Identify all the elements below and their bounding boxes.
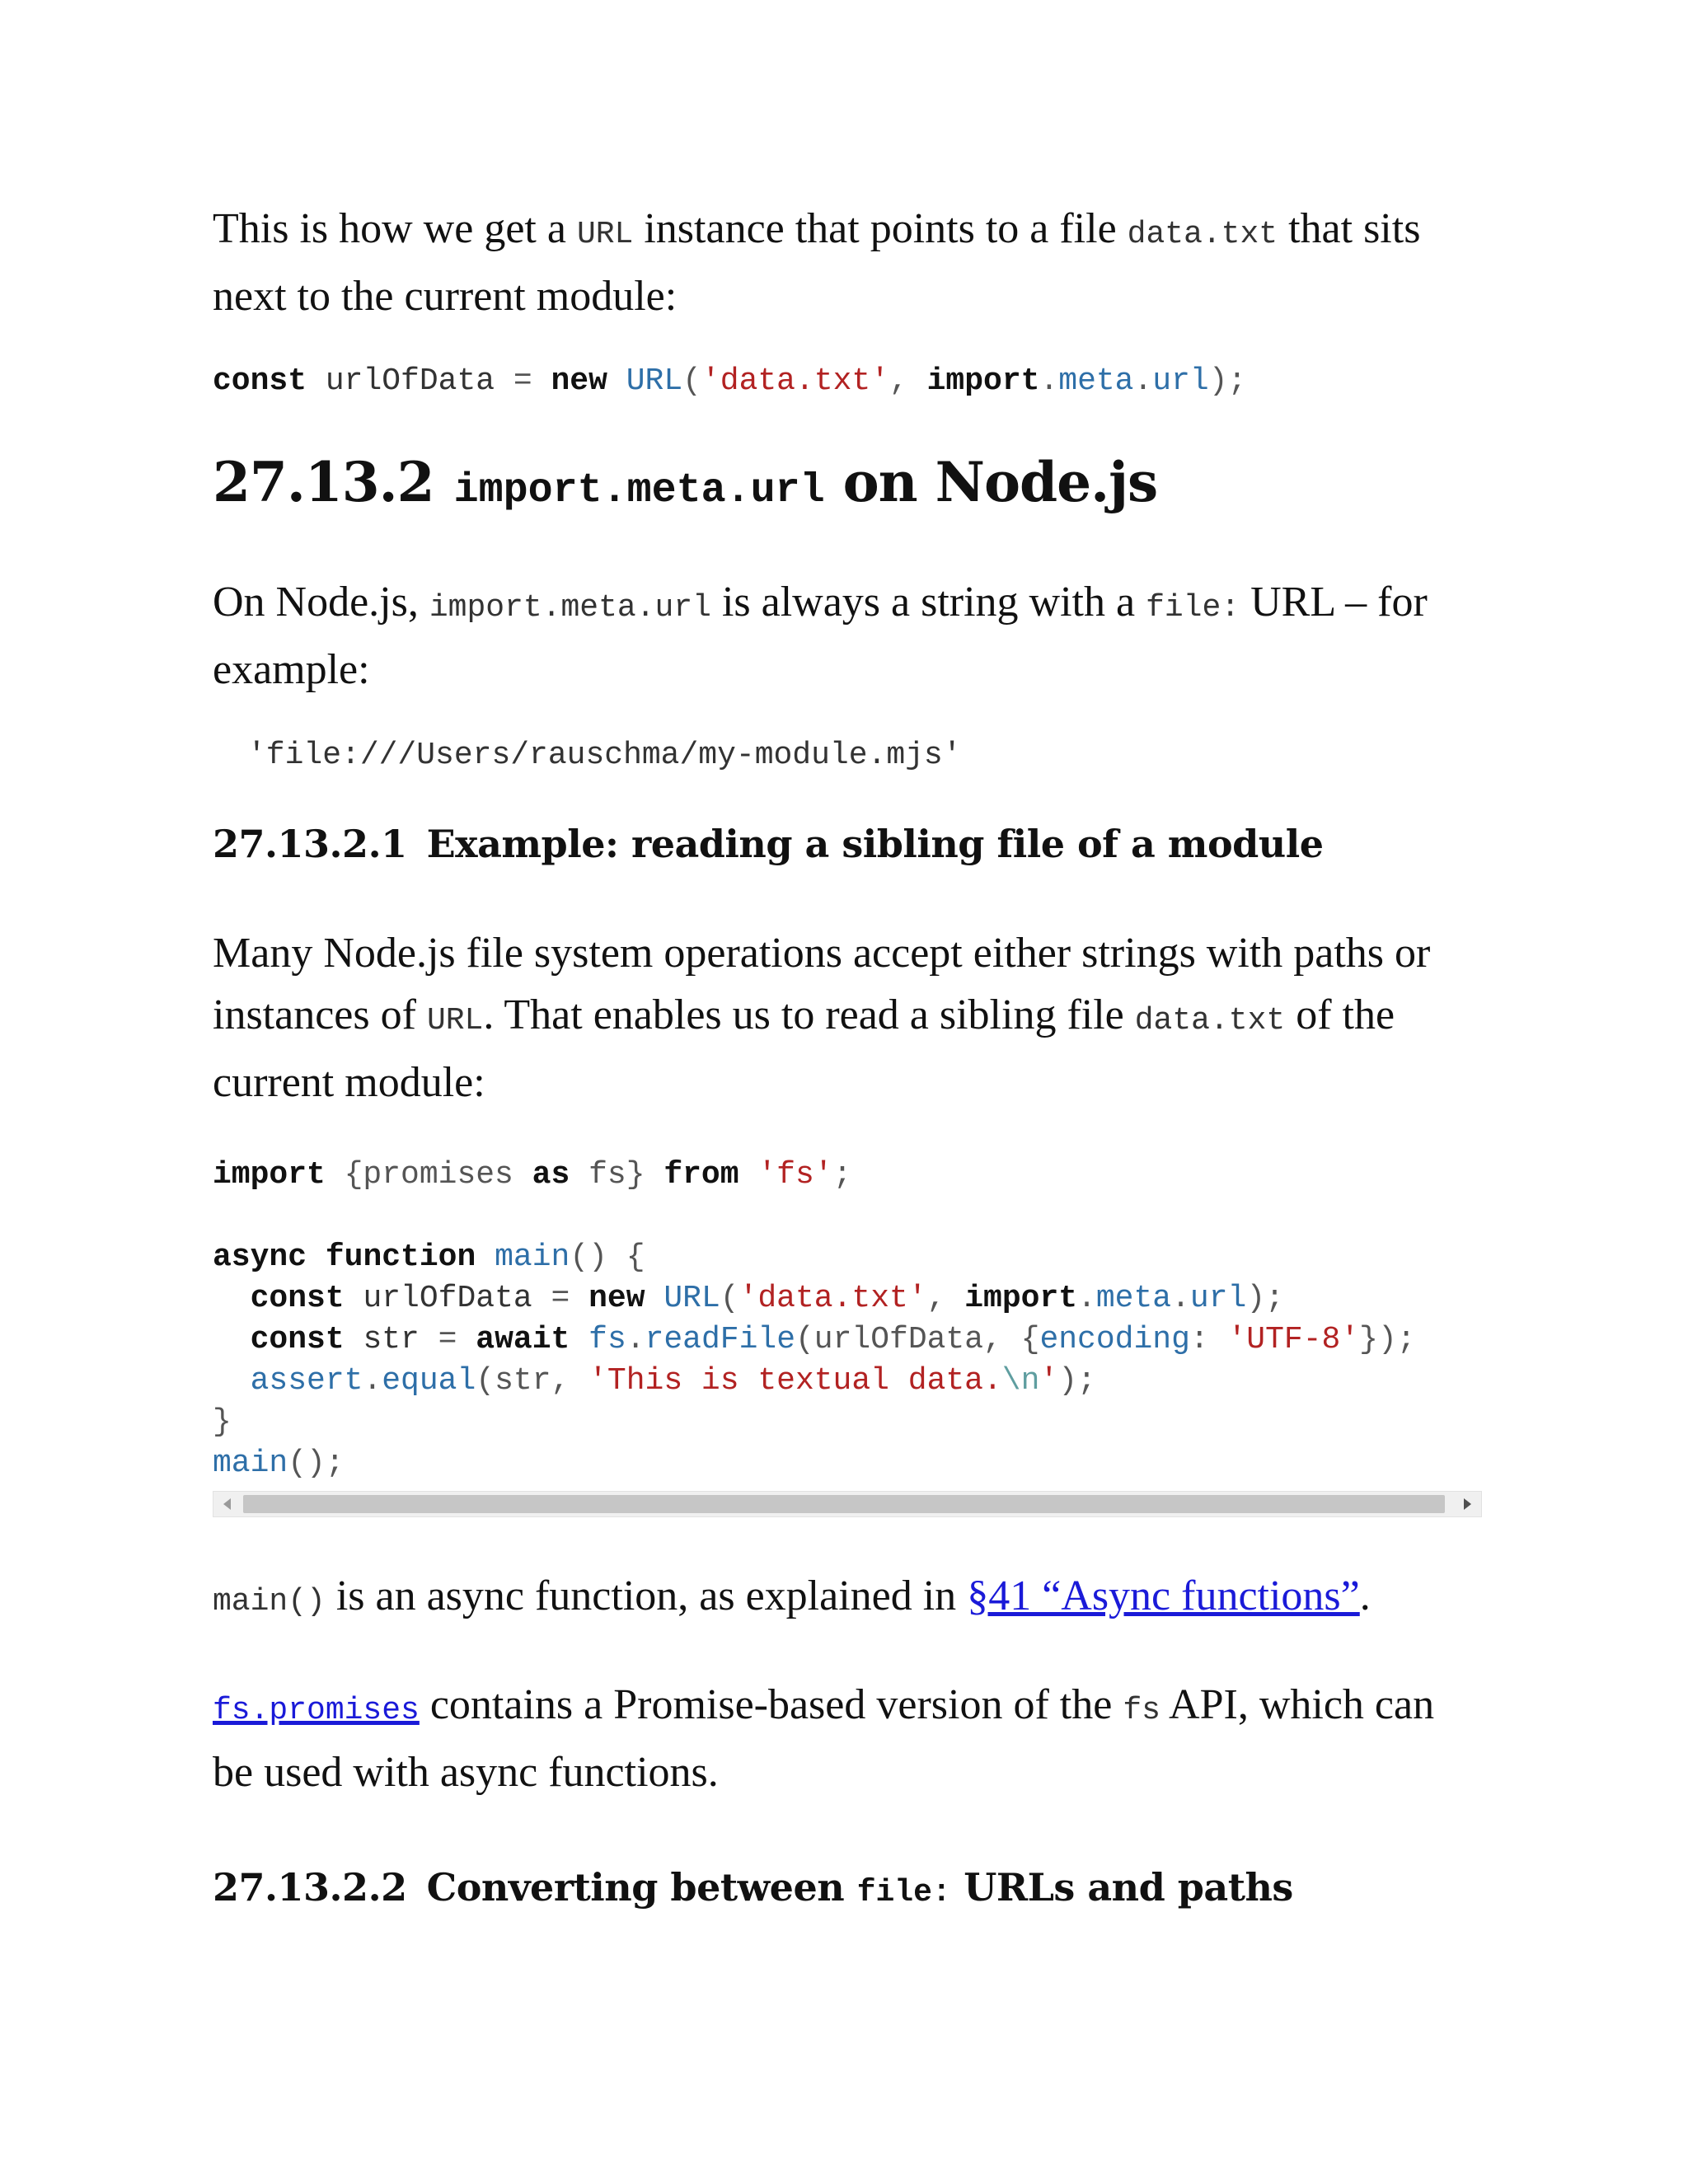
code-punct: = (513, 363, 532, 399)
code-function-name: readFile (645, 1322, 795, 1357)
sibling-file-paragraph (213, 922, 1482, 1113)
code-keyword: from (663, 1157, 739, 1193)
heading-code: file: (856, 1875, 951, 1910)
code-punct: . (1077, 1281, 1096, 1316)
heading-text: on Node.js (824, 450, 1158, 514)
heading-number: 27.13.2 (213, 450, 434, 514)
code-punct: = (551, 1281, 570, 1316)
code-keyword: as (532, 1157, 570, 1193)
code-string: ' (1039, 1363, 1059, 1399)
code-function-name: main (495, 1240, 570, 1275)
intro-text-2: instance that points to a file (633, 205, 1128, 252)
code-escape: \n (1001, 1363, 1040, 1399)
inline-code-file: file: (1146, 590, 1240, 626)
section-heading-27-13-2-1 (213, 818, 1482, 870)
section-heading-27-13-2 (213, 445, 1482, 528)
code-keyword: async (213, 1240, 307, 1275)
code-punct: , (889, 363, 927, 399)
code-punct: ); (1246, 1281, 1284, 1316)
code-function-name: equal (382, 1363, 476, 1399)
code-keyword: function (325, 1240, 476, 1275)
inline-code-fs: fs (1123, 1693, 1160, 1728)
inline-code-data-txt: data.txt (1134, 1003, 1286, 1038)
fs-promises-link-code[interactable]: fs.promises (213, 1693, 420, 1728)
code-punct: }); (1359, 1322, 1416, 1357)
code-block-2 (213, 735, 1482, 776)
code-punct: ( (720, 1281, 739, 1316)
code-punct: ; (832, 1157, 852, 1193)
code-text: str (344, 1322, 438, 1357)
code-punct: (); (288, 1446, 345, 1481)
code-property: url (1189, 1281, 1247, 1316)
async-main-paragraph (213, 1565, 1482, 1633)
code-punct: : (1189, 1322, 1228, 1357)
code-punct: . (626, 1322, 645, 1357)
code-string: 'data.txt' (738, 1281, 927, 1316)
code-function-name: main (213, 1446, 288, 1481)
para-text-2: is always a string with a (710, 579, 1146, 626)
heading-text: Example: reading a sibling file of a module (426, 822, 1324, 866)
inline-code-data-txt: data.txt (1127, 217, 1278, 252)
page-content (213, 198, 1482, 1919)
code-punct: . (1039, 363, 1059, 399)
code-punct: () { (570, 1240, 645, 1275)
code-keyword: const (250, 1322, 345, 1357)
code-keyword: await (476, 1322, 570, 1357)
code-class: URL (663, 1281, 720, 1316)
para-text-1: Many Node.js file system operations accept either strings with paths or instances of (213, 930, 1431, 1038)
code-property: meta (1058, 363, 1134, 399)
code-punct: . (1171, 1281, 1190, 1316)
code-identifier: assert (250, 1363, 363, 1399)
code-text: (urlOfData, { (795, 1322, 1040, 1357)
async-functions-link[interactable]: §41 “Async functions” (967, 1572, 1360, 1619)
code-punct: ); (1058, 1363, 1096, 1399)
code-block-3 (213, 1155, 1482, 1484)
para-text-1: contains a Promise-based version of the (419, 1681, 1123, 1728)
inline-code-main: main() (213, 1584, 326, 1619)
para-text-1: is an async function, as explained in (325, 1572, 968, 1619)
code-string: 'fs' (757, 1157, 833, 1193)
code-class: URL (626, 363, 683, 399)
code-property: meta (1095, 1281, 1172, 1316)
code-keyword: new (551, 363, 607, 399)
heading-number: 27.13.2.1 (213, 822, 407, 866)
fs-promises-link[interactable] (213, 1683, 420, 1732)
code-keyword: import (926, 363, 1040, 399)
nodejs-paragraph (213, 571, 1449, 701)
code-text: urlOfData (344, 1281, 551, 1316)
code-text: urlOfData (307, 363, 513, 399)
intro-text-1: This is how we get a (213, 205, 577, 252)
code-string: 'This is textual data. (588, 1363, 1002, 1399)
code-string: 'data.txt' (701, 363, 890, 399)
code-block-1 (213, 361, 1482, 402)
code-punct: . (1133, 363, 1153, 399)
code-punct: } (213, 1404, 232, 1440)
heading-number: 27.13.2.2 (213, 1865, 407, 1910)
fs-promises-paragraph (213, 1674, 1482, 1803)
code-property: encoding (1039, 1322, 1190, 1357)
para-text-2: API, which can be used with async functions. (213, 1681, 1435, 1796)
para-text-1: On Node.js, (213, 579, 429, 626)
code-property: url (1152, 363, 1209, 399)
code-file-url: 'file:///Users/rauschma/my-module.mjs' (247, 738, 962, 773)
inline-code-url: URL (576, 217, 634, 252)
para-text-2: . That enables us to read a sibling file (483, 991, 1135, 1038)
section-heading-27-13-2-2 (213, 1861, 1482, 1919)
heading-code: import.meta.url (453, 467, 825, 514)
code-keyword: const (250, 1281, 345, 1316)
code-punct: ); (1208, 363, 1247, 399)
code-keyword: const (213, 363, 307, 399)
intro-paragraph (213, 198, 1482, 321)
code-identifier: fs (588, 1322, 626, 1357)
intro-text-3: that sits next to the current module: (213, 205, 1421, 320)
code-horizontal-scrollbar[interactable] (213, 1491, 1482, 1517)
code-punct: ( (682, 363, 701, 399)
code-punct: = (438, 1322, 457, 1357)
heading-text-2: URLs and paths (950, 1865, 1293, 1910)
scroll-left-arrow-icon[interactable] (223, 1498, 231, 1510)
para-text-3: URL – for example: (213, 579, 1428, 693)
code-text: fs} (570, 1157, 664, 1193)
code-keyword: new (588, 1281, 645, 1316)
code-keyword: import (964, 1281, 1078, 1316)
scrollbar-thumb[interactable] (243, 1495, 1445, 1513)
heading-text-1: Converting between (426, 1865, 857, 1910)
code-text: {promises (325, 1157, 532, 1193)
code-text: (str, (476, 1363, 589, 1399)
inline-code-import-meta-url: import.meta.url (429, 590, 711, 626)
code-punct: . (363, 1363, 382, 1399)
code-keyword: import (213, 1157, 326, 1193)
code-string: 'UTF-8' (1227, 1322, 1360, 1357)
scroll-right-arrow-icon[interactable] (1464, 1498, 1471, 1510)
para-text-2: . (1359, 1572, 1371, 1619)
code-punct: , (926, 1281, 965, 1316)
para-text-3: of the current module: (213, 991, 1395, 1106)
inline-code-url: URL (426, 1003, 484, 1038)
